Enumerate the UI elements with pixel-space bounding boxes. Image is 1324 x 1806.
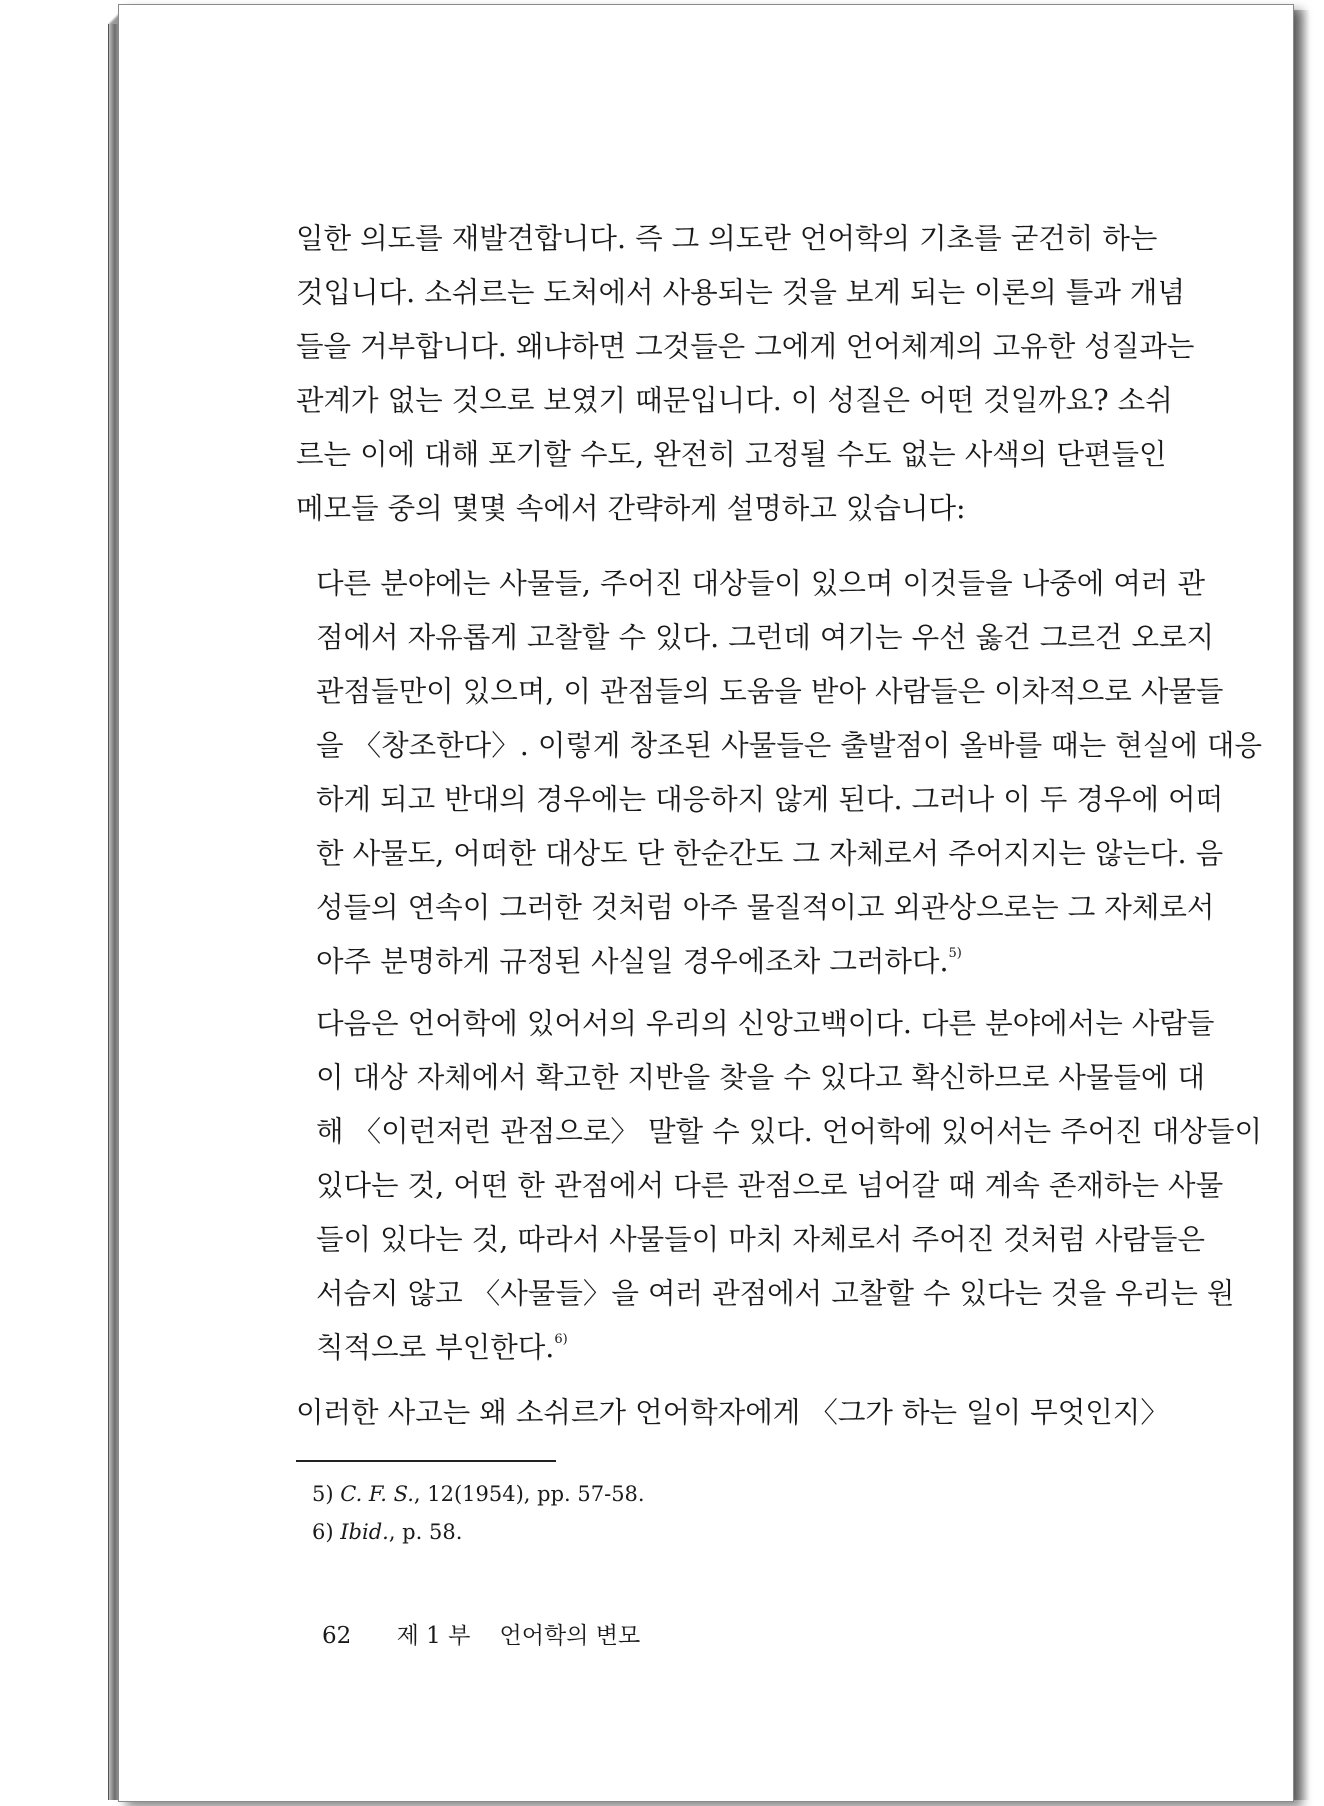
quote-line: 점에서 자유롭게 고찰할 수 있다. 그런데 여기는 우선 옳건 그르건 오로지 xyxy=(316,621,1215,654)
quote-line: 한 사물도, 어떠한 대상도 단 한순간도 그 자체로서 주어지지는 않는다. 음 xyxy=(316,837,1224,870)
body-line: 이러한 사고는 왜 소쉬르가 언어학자에게 〈그가 하는 일이 무엇인지〉 xyxy=(296,1396,1169,1429)
quote-line: 해 〈이런저런 관점으로〉 말할 수 있다. 언어학에 있어서는 주어진 대상들이 xyxy=(316,1115,1262,1148)
body-paragraph-2 xyxy=(296,1386,1169,1440)
footnote-ref-5: 5) xyxy=(948,946,962,961)
quote-line: 서슴지 않고 〈사물들〉을 여러 관점에서 고찰할 수 있다는 것을 우리는 원 xyxy=(316,1277,1235,1310)
body-line: 들을 거부합니다. 왜냐하면 그것들은 그에게 언어체계의 고유한 성질과는 xyxy=(296,330,1195,363)
body-line: 르는 이에 대해 포기할 수도, 완전히 고정될 수도 없는 사색의 단편들인 xyxy=(296,438,1167,471)
quote-line: 들이 있다는 것, 따라서 사물들이 마치 자체로서 주어진 것처럼 사람들은 xyxy=(316,1223,1205,1256)
footnote-source-title: C. F. S. xyxy=(340,1482,414,1506)
body-line: 일한 의도를 재발견합니다. 즉 그 의도란 언어학의 기초를 굳건히 하는 xyxy=(296,222,1158,255)
part-label: 제 1 부 xyxy=(396,1623,471,1649)
page-number: 62 xyxy=(322,1623,352,1649)
page-right-edge-shadow xyxy=(1292,10,1310,1800)
block-quote-2 xyxy=(316,997,1262,1375)
footnote-citation: , p. 58. xyxy=(388,1520,463,1544)
quote-last-line xyxy=(316,935,1148,989)
footnote-citation: , 12(1954), pp. 57-58. xyxy=(413,1482,645,1506)
footnotes xyxy=(312,1475,645,1551)
body-line: 것입니다. 소쉬르는 도처에서 사용되는 것을 보게 되는 이론의 틀과 개념 xyxy=(296,276,1185,309)
body-paragraph-1 xyxy=(296,212,1195,536)
block-quote-1 xyxy=(316,557,1262,989)
footnote-ref-6: 6) xyxy=(554,1332,568,1347)
quote-line: 성들의 연속이 그러한 것처럼 아주 물질적이고 외관상으로는 그 자체로서 xyxy=(316,891,1215,924)
footnote-divider xyxy=(296,1460,556,1462)
quote-line: 이 대상 자체에서 확고한 지반을 찾을 수 있다고 확신하므로 사물들에 대 xyxy=(316,1061,1205,1094)
chapter-title: 언어학의 변모 xyxy=(499,1623,641,1649)
quote-line-text: 아주 분명하게 규정된 사실일 경우에조차 그러하다. xyxy=(316,945,949,978)
page-footer xyxy=(322,1617,640,1650)
quote-line: 다음은 언어학에 있어서의 우리의 신앙고백이다. 다른 분야에서는 사람들 xyxy=(316,1007,1215,1040)
footnote-5 xyxy=(312,1475,645,1513)
footnote-number: 5) xyxy=(312,1482,334,1506)
quote-line: 하게 되고 반대의 경우에는 대응하지 않게 된다. 그러나 이 두 경우에 어떠 xyxy=(316,783,1224,816)
quote-line-text: 칙적으로 부인한다. xyxy=(316,1331,555,1364)
body-line: 관계가 없는 것으로 보였기 때문입니다. 이 성질은 어떤 것일까요? 소쉬 xyxy=(296,384,1173,417)
footnote-6 xyxy=(312,1513,645,1551)
footnote-source-title: Ibid. xyxy=(340,1520,389,1544)
quote-line: 있다는 것, 어떤 한 관점에서 다른 관점으로 넘어갈 때 계속 존재하는 사물 xyxy=(316,1169,1224,1202)
body-line: 메모들 중의 몇몇 속에서 간략하게 설명하고 있습니다: xyxy=(296,492,966,525)
quote-last-line xyxy=(316,1321,1148,1375)
quote-line: 관점들만이 있으며, 이 관점들의 도움을 받아 사람들은 이차적으로 사물들 xyxy=(316,675,1224,708)
footnote-number: 6) xyxy=(312,1520,334,1544)
quote-line: 을 〈창조한다〉. 이렇게 창조된 사물들은 출발점이 올바를 때는 현실에 대응 xyxy=(316,729,1262,762)
quote-line: 다른 분야에는 사물들, 주어진 대상들이 있으며 이것들을 나중에 여러 관 xyxy=(316,567,1205,600)
